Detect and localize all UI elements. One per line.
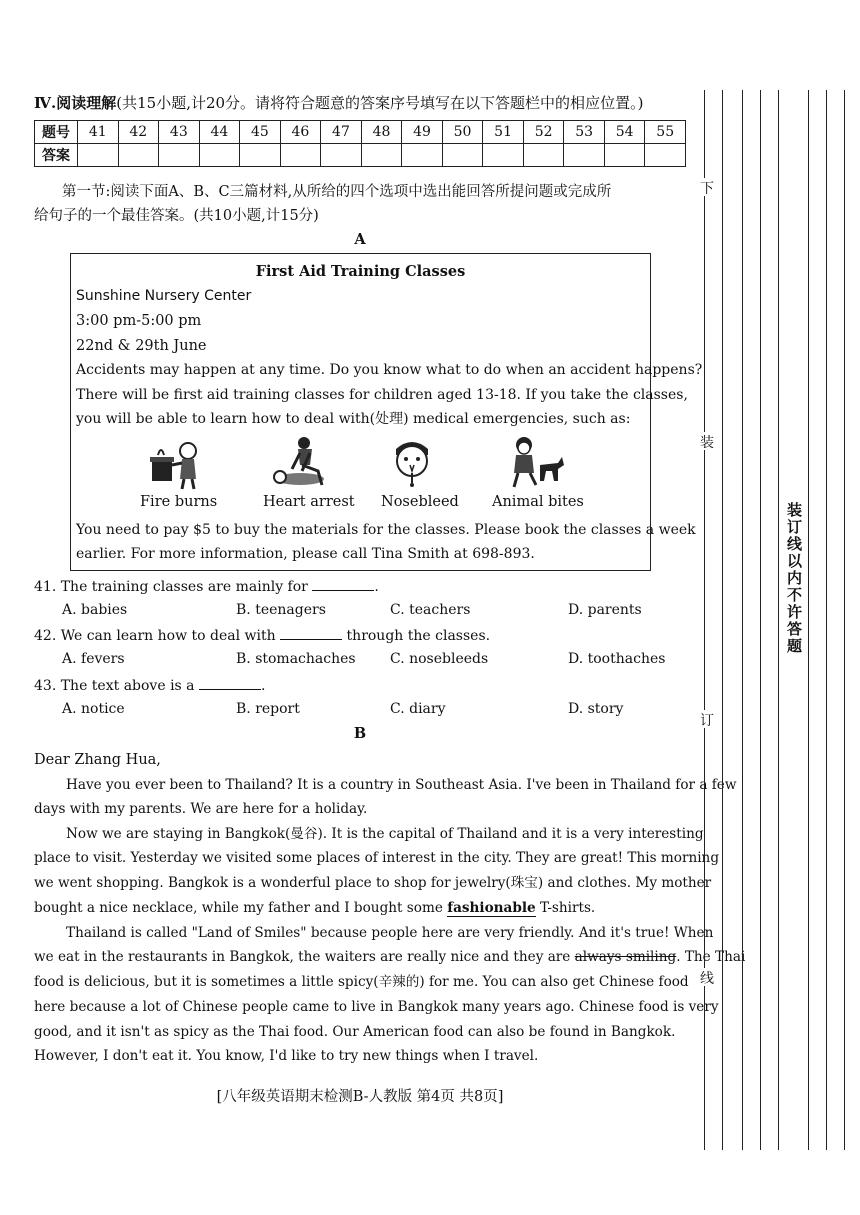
answer-cell[interactable] bbox=[199, 144, 240, 167]
binding-char-xia: 下 bbox=[700, 178, 714, 196]
question-number-cell: 46 bbox=[280, 121, 321, 144]
q41-option-d[interactable]: D. parents bbox=[568, 602, 642, 618]
passage-b-greeting: Dear Zhang Hua, bbox=[34, 752, 161, 768]
question-number-cell: 53 bbox=[564, 121, 605, 144]
answer-cell[interactable] bbox=[604, 144, 645, 167]
q41-option-a[interactable]: A. babies bbox=[62, 602, 128, 618]
question-number-cell: 43 bbox=[159, 121, 200, 144]
binding-line bbox=[778, 90, 779, 1150]
question-number-cell: 55 bbox=[645, 121, 686, 144]
passage-b-line: good, and it isn't as spicy as the Thai food. Our American food can also be found in Bangkok. bbox=[34, 1024, 676, 1040]
binding-char-ding: 订 bbox=[700, 710, 714, 728]
binding-line bbox=[760, 90, 761, 1150]
binding-line bbox=[808, 90, 809, 1150]
row-label-answer: 答案 bbox=[35, 144, 78, 167]
passage-a-body3: you will be able to learn how to deal with(处理) medical emergencies, such as: bbox=[76, 411, 631, 427]
passage-a-time: 3:00 pm-5:00 pm bbox=[76, 313, 202, 329]
answer-cell[interactable] bbox=[523, 144, 564, 167]
binding-char-xian: 线 bbox=[700, 968, 714, 986]
answer-cell[interactable] bbox=[159, 144, 200, 167]
passage-b-line: Thailand is called "Land of Smiles" because people here are very friendly. And it's true! When bbox=[66, 925, 714, 941]
answer-cell[interactable] bbox=[402, 144, 443, 167]
answer-cell[interactable] bbox=[564, 144, 605, 167]
passage-b-line: Now we are staying in Bangkok(曼谷). It is the capital of Thailand and it is a very interesting bbox=[66, 826, 704, 842]
caption-nosebleed: Nosebleed bbox=[381, 494, 459, 510]
question-number-cell: 54 bbox=[604, 121, 645, 144]
q42-option-c[interactable]: C. nosebleeds bbox=[390, 651, 489, 667]
binding-line bbox=[742, 90, 743, 1150]
answer-cell[interactable] bbox=[442, 144, 483, 167]
passage-a-date: 22nd & 29th June bbox=[76, 338, 207, 354]
passage-b-line: bought a nice necklace, while my father and I bought some fashionable T-shirts. bbox=[34, 900, 596, 916]
heart-arrest-illustration bbox=[272, 435, 332, 491]
q42-option-a[interactable]: A. fevers bbox=[62, 651, 125, 667]
answer-cell[interactable] bbox=[361, 144, 402, 167]
caption-fire-burns: Fire burns bbox=[140, 494, 218, 510]
passage-a-title: First Aid Training Classes bbox=[255, 263, 466, 280]
caption-animal-bites: Animal bites bbox=[492, 494, 584, 510]
passage-b-label: B bbox=[353, 725, 367, 742]
passage-b-line: days with my parents. We are here for a holiday. bbox=[34, 801, 368, 817]
question-43: 43. The text above is a . bbox=[34, 678, 266, 694]
question-number-cell: 41 bbox=[78, 121, 119, 144]
answer-blank[interactable] bbox=[199, 689, 261, 690]
answer-blank[interactable] bbox=[280, 639, 342, 640]
question-number-cell: 48 bbox=[361, 121, 402, 144]
q43-option-d[interactable]: D. story bbox=[568, 701, 624, 717]
answer-cell[interactable] bbox=[118, 144, 159, 167]
page-footer: [八年级英语期末检测B-人教版 第4页 共8页] bbox=[216, 1089, 504, 1105]
question-number-cell: 47 bbox=[321, 121, 362, 144]
answer-cell[interactable] bbox=[78, 144, 119, 167]
question-number-cell: 52 bbox=[523, 121, 564, 144]
passage-b-line: here because a lot of Chinese people came to live in Bangkok many years ago. Chinese food is very bbox=[34, 999, 719, 1015]
caption-heart-arrest: Heart arrest bbox=[263, 494, 355, 510]
binding-line bbox=[704, 90, 705, 1150]
passage-b-line: we eat in the restaurants in Bangkok, the waiters are really nice and they are always smiling. The Thai bbox=[34, 949, 746, 965]
question-number-cell: 49 bbox=[402, 121, 443, 144]
q43-option-a[interactable]: A. notice bbox=[62, 701, 125, 717]
passage-b-line: food is delicious, but it is sometimes a little spicy(辛辣的) for me. You can also get Chinese food bbox=[34, 974, 689, 990]
q43-option-b[interactable]: B. report bbox=[236, 701, 300, 717]
part1-instruction-line2: 给句子的一个最佳答案。(共10小题,计15分) bbox=[34, 208, 319, 224]
struck-text: always smiling bbox=[574, 949, 677, 965]
answer-cell[interactable] bbox=[240, 144, 281, 167]
binding-line bbox=[826, 90, 827, 1150]
answer-cell[interactable] bbox=[483, 144, 524, 167]
nosebleed-illustration bbox=[382, 435, 442, 491]
passage-b-line: Have you ever been to Thailand? It is a country in Southeast Asia. I've been in Thailand for a few bbox=[66, 777, 737, 793]
highlighted-word: fashionable bbox=[447, 900, 536, 916]
section-heading: Ⅳ.阅读理解(共15小题,计20分。请将符合题意的答案序号填写在以下答题栏中的相应位置。) bbox=[34, 94, 644, 112]
passage-a-label: A bbox=[354, 231, 366, 248]
binding-notice: 装订线以内不许答题 bbox=[784, 498, 805, 659]
question-number-cell: 50 bbox=[442, 121, 483, 144]
q43-option-c[interactable]: C. diary bbox=[390, 701, 446, 717]
passage-a-place: Sunshine Nursery Center bbox=[76, 288, 252, 304]
row-label-number: 题号 bbox=[35, 121, 78, 144]
passage-b-line: However, I don't eat it. You know, I'd like to try new things when I travel. bbox=[34, 1048, 539, 1064]
passage-a-body4: You need to pay $5 to buy the materials for the classes. Please book the classes a week bbox=[76, 522, 696, 538]
passage-a-body1: Accidents may happen at any time. Do you know what to do when an accident happens? bbox=[76, 362, 703, 378]
answer-table bbox=[34, 120, 686, 167]
passage-a-body5: earlier. For more information, please call Tina Smith at 698-893. bbox=[76, 546, 535, 562]
answer-cell[interactable] bbox=[280, 144, 321, 167]
binding-line bbox=[844, 90, 845, 1150]
binding-char-zhuang: 装 bbox=[700, 432, 714, 450]
question-number-cell: 44 bbox=[199, 121, 240, 144]
q41-option-b[interactable]: B. teenagers bbox=[236, 602, 326, 618]
passage-b-line: place to visit. Yesterday we visited some places of interest in the city. They are great! This morning bbox=[34, 850, 720, 866]
animal-bites-illustration bbox=[506, 435, 566, 491]
question-41: 41. The training classes are mainly for . bbox=[34, 579, 379, 595]
question-number-cell: 51 bbox=[483, 121, 524, 144]
passage-b-line: we went shopping. Bangkok is a wonderful place to shop for jewelry(珠宝) and clothes. My mother bbox=[34, 875, 712, 891]
fire-burns-illustration bbox=[148, 435, 208, 491]
answer-cell[interactable] bbox=[321, 144, 362, 167]
part1-instruction-line1: 第一节:阅读下面A、B、C三篇材料,从所给的四个选项中选出能回答所提问题或完成所 bbox=[62, 184, 612, 200]
answer-blank[interactable] bbox=[312, 590, 374, 591]
binding-line bbox=[722, 90, 723, 1150]
table-row bbox=[35, 144, 686, 167]
question-number-cell: 42 bbox=[118, 121, 159, 144]
question-number-cell: 45 bbox=[240, 121, 281, 144]
passage-a-body2: There will be first aid training classes for children aged 13-18. If you take the classes, bbox=[76, 387, 688, 403]
question-42: 42. We can learn how to deal with through the classes. bbox=[34, 628, 491, 644]
q42-option-b[interactable]: B. stomachaches bbox=[236, 651, 356, 667]
table-row bbox=[35, 121, 686, 144]
answer-cell[interactable] bbox=[645, 144, 686, 167]
q42-option-d[interactable]: D. toothaches bbox=[568, 651, 666, 667]
q41-option-c[interactable]: C. teachers bbox=[390, 602, 471, 618]
